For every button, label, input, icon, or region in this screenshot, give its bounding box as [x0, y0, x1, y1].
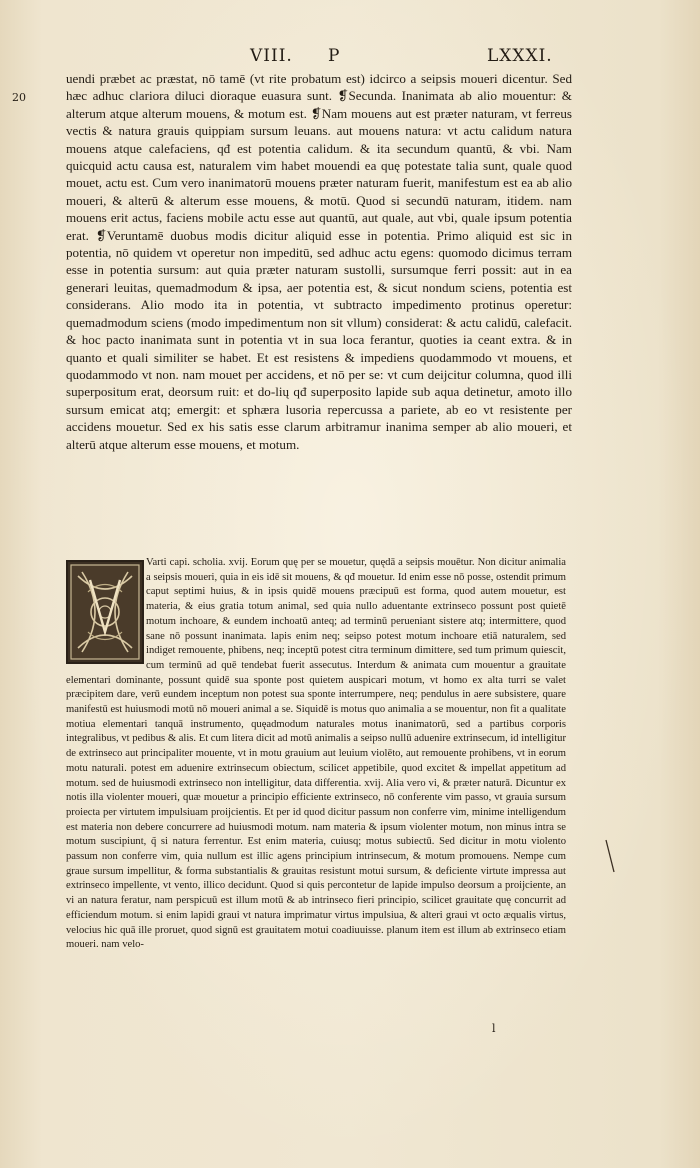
running-header: [0, 38, 700, 68]
signature-mark: l: [492, 1022, 496, 1035]
header-book-number: VIII.: [250, 46, 293, 66]
main-text-block: [66, 70, 572, 453]
margin-line-number: 20: [12, 91, 26, 104]
scholia-text: Varti capi. scholia. xvij. Eorum quę per se mouetur, quędā a seipsis mouētur. Non dicitur animalia a seipsis moueri, quia in eis idē sit mouens, & qđ mouetur. Id enim esse nō posse, ostendit primum caput septimi huius, & in ipsis quidē mouens præcipuū est forma, quod autem mouetur, est materia, & eius gratia totum animal, sed quia nullo aduentante extrinseco possunt post quietē motum inchoare, & eundem inchoatū anteq; ad terminū perueniant sistere atq; intermittere, quod sane nō possunt inanimata. lapis enim neq; seipso potest motum inchoare etiā naturalem, sed indiget remouente, phibens, neq; inceptū potest citra terminum dimittere, sed tum primum quiescit, cum terminū ad quē tendebat fuerit assecutus. Interdum & animata cum mouentur a grauitate elementari dominante, possunt quidē sua sponte post quietem auspicari motum, vt homo ex alta turri se valet præcipitem dare, verū eundem inceptum non potest sua sponte interrumpere, neq; pendulus in aere subsistere, quare manifestū est huiusmodi motū nō moueri animal a se. Siquidē is motus quo animalia a se mouentur, non fit a qualitate motiua elementari tanquā instrumento, quęadmodum naturales motus inanimatorū, sed a partibus corporis integralibus, vt pedibus & alis. Et cum litera dicit ad motū animalis a seipso nullū aduenire extrinsecum, id intelligitur de extrinseco aut principaliter mouente, vt in motu grauium aut leuium violēto, aut remouente prohibens, vt in eorum motu naturali. potest em aduenire extrinsecum obiectum, scilicet appetibile, quod excitet & impellat appetitum ad motum. sed de huiusmodi extrinseco non intelligitur, data differentia. xvij. Alia vero vi, & præter naturā. Dicuntur ex notis illa violenter moueri, quæ mouetur a principio efficiente extrinseco, nō conferente vim passo, vt grauia sursum proiecta per virtutem impulsiuam proijcientis. Et per id quod dicitur passum non conferre vim, minime intelligendum est materia non debere concurrere ad huiusmodi motum. nam materia & ipsum violenter motum, non minus intra se motum suscipiunt, q̃ si natura ferrentur. Est enim materia, cuiusq; motus subiectū. Sed dicitur in motu violento passum non conferre vim, quia nullum est illic agens principium intrinsecum, & motum promouens. Nempe cum graue sursum impellitur, & forma substantialis & grauitas resistunt motui sursum, & deficiente virtute impressa aut extrinseco impellente, vt vento, illico decidunt. Quod si quis percontetur de lapide impulso deorsum a proijciente, an vi an natura feratur, nam perspicuū est illum motū & ab intrinseco fieri principio, scilicet grauitate quę concurrit ad efficiendum motum. si enim lapidi graui vt natura imprimatur virtus impulsiua, & alteri graui vt octo æqualis virtus, velocius hic quā ille proruet, quod signū est grauitatem motui coadiuuisse. planum item est illum ab extrinseco etiam moueri. nam velo-: [66, 557, 566, 951]
scholia-paragraph: [66, 556, 566, 953]
margin-ink-stroke-icon: [604, 838, 616, 874]
header-letter: P: [328, 46, 341, 66]
folio-number: LXXXI.: [487, 46, 553, 66]
initial-spacer: [66, 556, 146, 662]
main-paragraph: uendi præbet ac præstat, nō tamē (vt rite probatum est) idcirco a seipsis moueri dicentur. Sed hæc adhuc clariora diluci dioraque euasura sunt. ❡Secunda. Inanimata ab alio mouentur: & alterum atque alterum mouens, & motum est. ❡Nam mouens aut est præter naturam, vt ferreus vectis & natura grauis quippiam sursum leuans. aut mouens natura: vt actu calidum natura mouens atque calefaciens, qđ est potentia calidum. & ita secundum quantū, & vbi. Nam quicquid actu causa est, naturalem vim habet mouendi ea quę potestate talia sunt, quale quod mouet, actu est. Cum vero inanimatorū mouens præter naturam fuerit, manifestum est ea ab alio moueri, & alterū & alterum esse mouens, & motū. Quod si secundū naturam, itidem. nam mouens erit actus, faciens mobile actu esse aut quantū, aut quale, aut vbi, quale ipsum potentia erat. ❡Veruntamē duobus modis dicitur aliquid esse in potentia. Primo aliquid est sic in potentia, nō quidem vt operetur non impeditū, sed adhuc actu egens: quomodo dicimus terram esse in potentia sursum: aut quia præter naturam sustolli, sursumque ferri possit: aut in ea generari leuitas, quemadmodum & ipsa, aer potentia est, & sicut nondum sciens, potentia est considerans. Alio modo ita in potentia, vt subtracto impedimento protinus operetur: quemadmodum sciens (modo impedimentum non sit vllum) considerat: & actu calidū, calefacit. & hoc pacto inanimata sunt in potentia vt in sua loca ferantur, quoties ia ceant extra. & in quanto et quali similiter se habet. Et est resistens & impediens quodammodo vt mouens, et quodammodo vt non. nam mouet per accidens, et nō per se: vt cum deijcitur columna, quod illi superpositum erat, deorsum ruit: et do-lių qđ superposito lapide sub aqua detinetur, amoto illo sursum emicat atq; emergit: et sphæra lusoria repercussa a pariete, ab eo vt resistente per accidens mouetur. Sed ex his satis esse clarum arbitramur inanima semper ab alio moueri, et alterū atque alterum esse mouens, et motum.: [66, 71, 572, 452]
scholia-text-block: [66, 556, 566, 953]
